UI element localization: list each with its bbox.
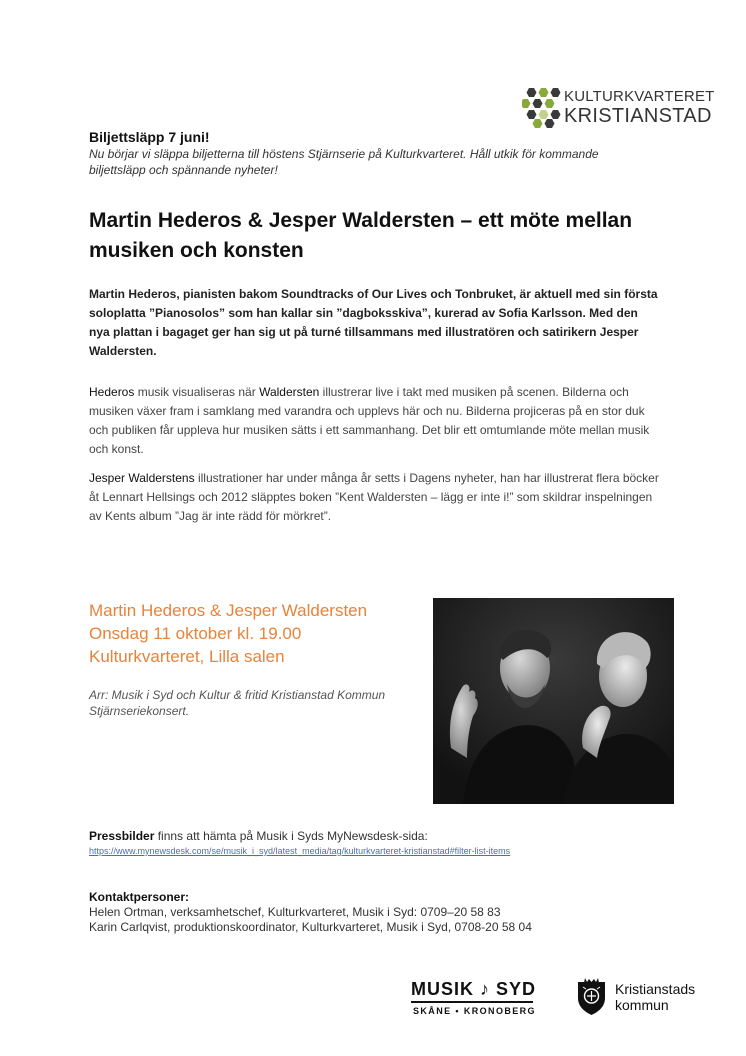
article-title: Martin Hederos & Jesper Waldersten – ett möte mellan musiken och konsten [89, 209, 633, 262]
musik-i-syd-logo [411, 977, 535, 1021]
event-date: Onsdag 11 oktober kl. 19.00 [89, 624, 302, 643]
news-text: Nu börjar vi släppa biljetterna till höstens Stjärnserie på Kulturkvarteret. Håll utkik för kommande biljettsläpp och spännande nyheter! [89, 147, 599, 177]
logo-line-2: KRISTIANSTAD [564, 105, 712, 127]
musik-i-syd-wordmark: MUSIK ♪ SYD [411, 979, 537, 999]
news-heading: Biljettsläpp 7 juni! [89, 129, 210, 145]
article-lead: Martin Hederos, pianisten bakom Soundtracks of Our Lives och Tonbruket, är aktuell med sin första soloplatta ”Pianosolos” som han kallar sin ”dagboksskiva”, kurerad av Sofia Karlsson. Med den nya plattan i bagaget ger han sig ut på turné tillsammans med illustratören och satirikern Jesper Waldersten. [89, 287, 658, 358]
concert-type: Stjärnseriekonsert. [89, 704, 190, 718]
paragraph-2-text: illustrationer har under många år setts i Dagens nyheter, han har illustrerat flera böcker åt Lennart Hellsings och 2012 släpptes boken ”Kent Waldersten – lägg er inte i!” som skildrar inspelningen av Kents album ”Jag är inte rädd för mörkret”. [89, 471, 659, 523]
name-jesper-walderstens: Jesper Walderstens [89, 471, 195, 485]
hexagon-logo-icon [522, 86, 562, 130]
paragraph-1-text-b: illustrerar live i takt med musiken på scenen. Bilderna och musiken växer fram i samklang med varandra och upplevs här och nu. Bilderna projiceras på en stor duk och publiken får uppleva hur musiken sätts i ett sammanhang. Det blir ett omtumlande möte mellan musik och konst. [89, 385, 650, 456]
kulturkvarteret-logo [522, 86, 722, 130]
paragraph-1-text-a: musik visualiseras när [134, 385, 260, 399]
musik-i-syd-region: SKÅNE • KRONOBERG [413, 1006, 536, 1016]
name-waldersten: Waldersten [259, 385, 320, 399]
kommun-line-2: kommun [615, 997, 669, 1013]
mynewsdesk-link[interactable]: https://www.mynewsdesk.com/se/musik_i_syd/latest_media/tag/kulturkvarteret-kristianstad#filter-list-items [89, 846, 511, 856]
artists-photo-image [433, 598, 674, 804]
event-arranger [89, 687, 419, 719]
article-paragraph-2 [89, 469, 661, 526]
arranger-line: Arr: Musik i Syd och Kultur & fritid Kristianstad Kommun [89, 688, 386, 702]
event-venue: Kulturkvarteret, Lilla salen [89, 647, 285, 666]
contacts-heading: Kontaktpersoner: [89, 890, 190, 904]
name-hederos: Hederos [89, 385, 135, 399]
kristianstads-kommun-logo [575, 978, 705, 1018]
contact-helen: Helen Ortman, verksamhetschef, Kulturkvarteret, Musik i Syd: 0709–20 58 83 [89, 905, 501, 919]
event-info [89, 599, 419, 668]
contact-karin: Karin Carlqvist, produktionskoordinator, Kulturkvarteret, Musik i Syd, 0708-20 58 04 [89, 920, 532, 934]
press-text: finns att hämta på Musik i Syds MyNewsdesk-sida: [154, 829, 428, 843]
logo-divider [411, 1001, 533, 1003]
press-label: Pressbilder [89, 829, 155, 843]
kommun-line-1: Kristianstads [615, 981, 696, 997]
logo-line-1: KULTURKVARTERET [564, 88, 715, 105]
coat-of-arms-icon [575, 978, 608, 1016]
event-artists: Martin Hederos & Jesper Waldersten [89, 601, 368, 620]
article-paragraph-1 [89, 383, 661, 459]
press-images-note [89, 829, 428, 843]
artists-photo [433, 598, 674, 804]
